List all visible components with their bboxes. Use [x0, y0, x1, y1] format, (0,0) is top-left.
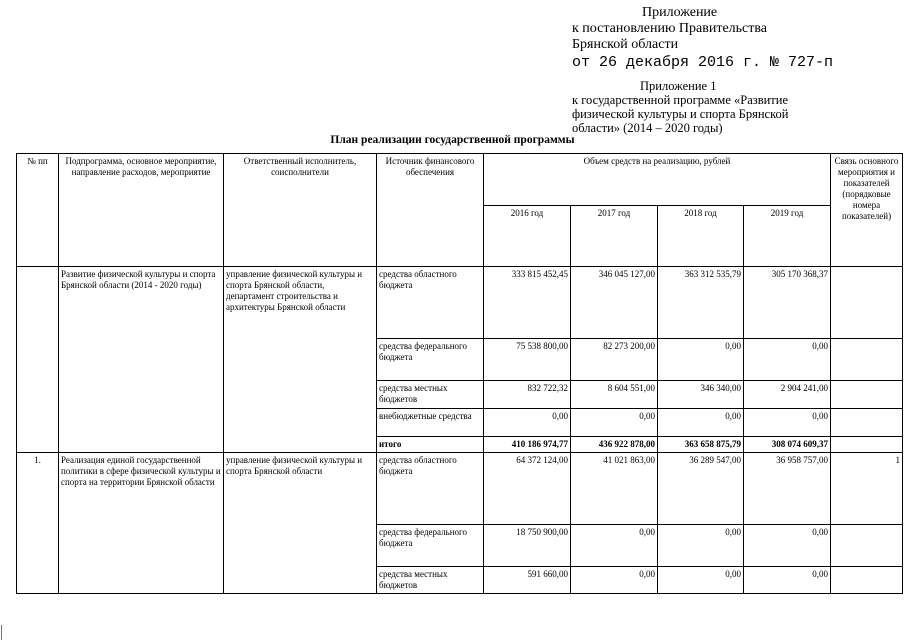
- row-link: [831, 525, 903, 567]
- row-value-2017: 41 021 863,00: [571, 453, 658, 525]
- col-num-header: № пп: [17, 154, 59, 267]
- row-source: средства местных бюджетов: [377, 567, 484, 594]
- table-row: [17, 453, 903, 525]
- row-value-2019: 308 074 609,37: [744, 437, 831, 453]
- col-exec-header: Ответственный исполнитель, соисполнители: [224, 154, 377, 267]
- row-value-2018: 0,00: [658, 409, 744, 437]
- row-link: [831, 267, 903, 339]
- header-line-4: от 26 декабря 2016 г. № 727-п: [572, 54, 834, 71]
- header-line-2: к постановлению Правительства: [572, 21, 768, 36]
- row-value-2016: 18 750 900,00: [484, 525, 571, 567]
- col-link-header: Связь основного мероприятия и показателей (порядковые номера показателей): [831, 154, 903, 267]
- resolution-header: [572, 4, 902, 73]
- row-value-2016: 410 186 974,77: [484, 437, 571, 453]
- row-value-2018: 0,00: [658, 525, 744, 567]
- row-value-2018: 363 312 535,79: [658, 267, 744, 339]
- row-value-2019: 0,00: [744, 339, 831, 381]
- row-value-2018: 346 340,00: [658, 381, 744, 409]
- row-value-2016: 0,00: [484, 409, 571, 437]
- plan-table: [16, 153, 903, 594]
- row-link: [831, 381, 903, 409]
- row-value-2018: 0,00: [658, 567, 744, 594]
- row-link: [831, 409, 903, 437]
- row-exec: управление физической культуры и спорта Брянской области, департамент строительства и архитектуры Брянской области: [224, 267, 377, 453]
- row-value-2016: 75 538 800,00: [484, 339, 571, 381]
- row-link: [831, 567, 903, 594]
- table-header-row: [17, 154, 903, 206]
- row-value-2019: 0,00: [744, 409, 831, 437]
- row-name: Реализация единой государственной политики в сфере физической культуры и спорта на территории Брянской области: [59, 453, 224, 594]
- row-value-2017: 0,00: [571, 567, 658, 594]
- header-line-3: Брянской области: [572, 37, 679, 52]
- col-source-header: Источник финансового обеспечения: [377, 154, 484, 267]
- row-value-2018: 363 658 875,79: [658, 437, 744, 453]
- appendix-title: Приложение 1: [640, 79, 717, 93]
- row-source: средства областного бюджета: [377, 453, 484, 525]
- row-name: Развитие физической культуры и спорта Брянской области (2014 - 2020 годы): [59, 267, 224, 453]
- row-value-2017: 436 922 878,00: [571, 437, 658, 453]
- appendix-line-1: к государственной программе «Развитие: [572, 93, 788, 107]
- row-value-2019: 0,00: [744, 567, 831, 594]
- col-2019-header: 2019 год: [744, 206, 831, 267]
- row-source: итого: [377, 437, 484, 453]
- row-value-2016: 64 372 124,00: [484, 453, 571, 525]
- row-value-2017: 0,00: [571, 409, 658, 437]
- row-value-2019: 0,00: [744, 525, 831, 567]
- row-value-2016: 333 815 452,45: [484, 267, 571, 339]
- scan-margin-mark: [1, 625, 2, 640]
- col-name-header: Подпрограмма, основное мероприятие, направление расходов, мероприятие: [59, 154, 224, 267]
- appendix-header: [572, 79, 897, 135]
- row-value-2016: 591 660,00: [484, 567, 571, 594]
- row-value-2017: 8 604 551,00: [571, 381, 658, 409]
- row-value-2017: 82 273 200,00: [571, 339, 658, 381]
- appendix-line-2: физической культуры и спорта Брянской: [572, 107, 789, 121]
- col-volume-header: Объем средств на реализацию, рублей: [484, 154, 831, 206]
- row-num: [17, 267, 59, 453]
- row-exec: управление физической культуры и спорта Брянской области: [224, 453, 377, 594]
- row-num: 1.: [17, 453, 59, 594]
- row-source: внебюджетные средства: [377, 409, 484, 437]
- row-link: [831, 339, 903, 381]
- row-value-2018: 0,00: [658, 339, 744, 381]
- row-source: средства областного бюджета: [377, 267, 484, 339]
- row-source: средства федерального бюджета: [377, 339, 484, 381]
- row-source: средства федерального бюджета: [377, 525, 484, 567]
- col-2018-header: 2018 год: [658, 206, 744, 267]
- row-value-2019: 305 170 368,37: [744, 267, 831, 339]
- row-source: средства местных бюджетов: [377, 381, 484, 409]
- row-value-2017: 346 045 127,00: [571, 267, 658, 339]
- appendix-line-3: области» (2014 – 2020 годы): [572, 121, 723, 135]
- header-line-1: Приложение: [642, 5, 718, 20]
- row-value-2017: 0,00: [571, 525, 658, 567]
- row-value-2018: 36 289 547,00: [658, 453, 744, 525]
- col-2016-header: 2016 год: [484, 206, 571, 267]
- row-link: 1: [831, 453, 903, 525]
- row-value-2019: 2 904 241,00: [744, 381, 831, 409]
- row-value-2019: 36 958 757,00: [744, 453, 831, 525]
- plan-title: План реализации государственной программы: [330, 134, 575, 146]
- row-value-2016: 832 722,32: [484, 381, 571, 409]
- table-row: [17, 267, 903, 339]
- col-2017-header: 2017 год: [571, 206, 658, 267]
- row-link: [831, 437, 903, 453]
